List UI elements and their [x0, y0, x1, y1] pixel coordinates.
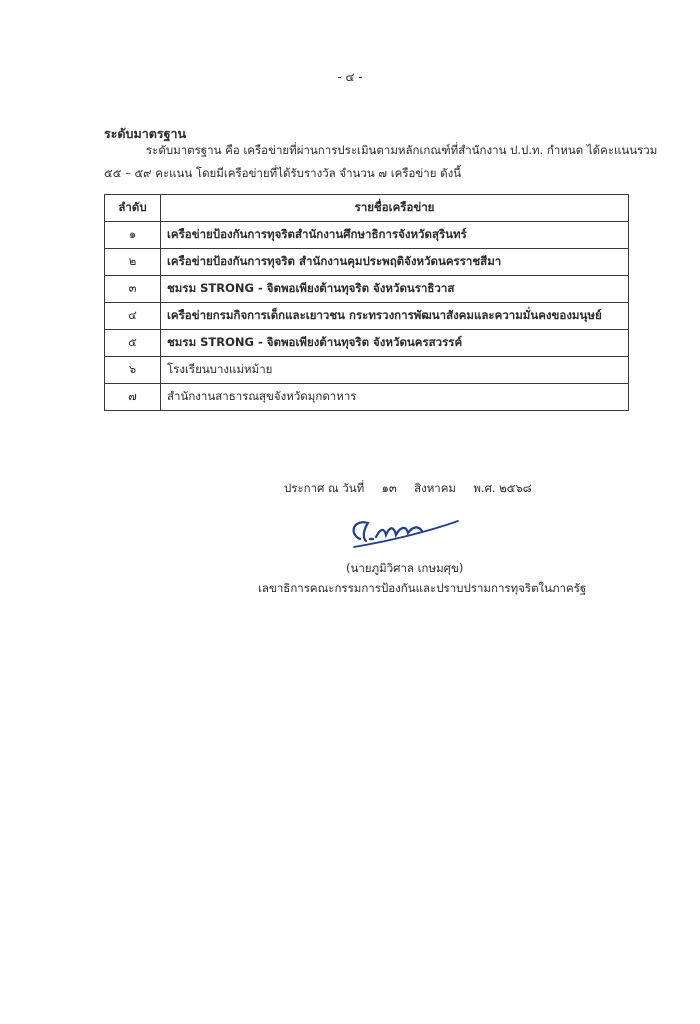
signature-image [340, 505, 470, 555]
table-row [105, 357, 629, 384]
row-network-name: สำนักงานสาธารณสุขจังหวัดมุกดาหาร [161, 384, 629, 411]
table-row [105, 330, 629, 357]
intro-line-1: ระดับมาตรฐาน คือ เครือข่ายที่ผ่านการประเมินตามหลักเกณฑ์ที่สำนักงาน ป.ป.ท. กำหนด ได้คะแนนรวม [146, 143, 658, 157]
table-header-row [105, 195, 629, 222]
announcement-prefix: ประกาศ ณ วันที่ [284, 481, 365, 495]
row-network-name: โรงเรียนบางแม่หม้าย [161, 357, 629, 384]
row-network-name: ชมรม STRONG - จิตพอเพียงต้านทุจริต จังหวัดนครสวรรค์ [161, 330, 629, 357]
network-table [104, 194, 629, 411]
row-order: ๓ [105, 276, 161, 303]
row-order: ๗ [105, 384, 161, 411]
signer-name: (นายภูมิวิศาล เกษมศุข) [346, 561, 464, 575]
row-order: ๒ [105, 249, 161, 276]
signer-position: เลขาธิการคณะกรรมการป้องกันและปราบปรามการทุจริตในภาครัฐ [258, 581, 587, 595]
row-order: ๖ [105, 357, 161, 384]
table-row [105, 276, 629, 303]
announcement-line [284, 480, 532, 498]
row-network-name: เครือข่ายป้องกันการทุจริตสำนักงานศึกษาธิการจังหวัดสุรินทร์ [161, 222, 629, 249]
announcement-day: ๑๓ [381, 481, 397, 495]
row-order: ๔ [105, 303, 161, 330]
table-row [105, 249, 629, 276]
header-network-name: รายชื่อเครือข่าย [161, 195, 629, 222]
row-network-name: เครือข่ายป้องกันการทุจริต สำนักงานคุมประพฤติจังหวัดนครราชสีมา [161, 249, 629, 276]
page-number: - ๔ - [337, 70, 363, 84]
signature-underline [354, 521, 458, 547]
row-order: ๕ [105, 330, 161, 357]
announcement-month: สิงหาคม [414, 481, 457, 495]
section-heading: ระดับมาตรฐาน [104, 126, 187, 141]
row-order: ๑ [105, 222, 161, 249]
header-order: ลำดับ [105, 195, 161, 222]
intro-line-2: ๕๕ – ๕๙ คะแนน โดยมีเครือข่ายที่ได้รับรางวัล จำนวน ๗ เครือข่าย ดังนี้ [104, 166, 462, 180]
table-row [105, 303, 629, 330]
row-network-name: ชมรม STRONG - จิตพอเพียงต้านทุจริต จังหวัดนราธิวาส [161, 276, 629, 303]
row-network-name: เครือข่ายกรมกิจการเด็กและเยาวชน กระทรวงการพัฒนาสังคมและความมั่นคงของมนุษย์ [161, 303, 629, 330]
signature-stroke [354, 522, 422, 541]
announcement-year: พ.ศ. ๒๕๖๘ [473, 481, 532, 495]
table-row [105, 222, 629, 249]
table-row [105, 384, 629, 411]
intro-paragraph [104, 139, 658, 185]
